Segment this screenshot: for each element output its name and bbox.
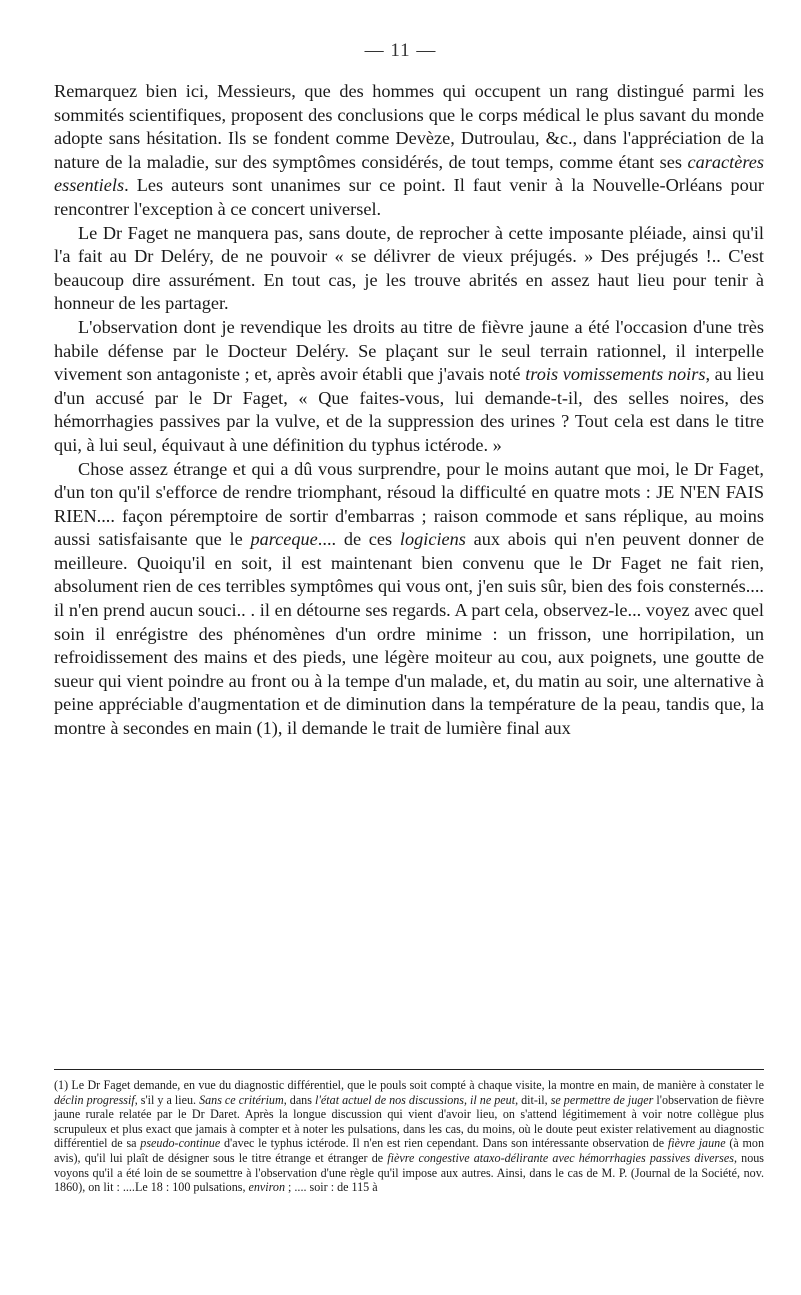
paragraph-1: Remarquez bien ici, Messieurs, que des hommes qui occupent un rang distingué parmi les sommités scientifiques, proposent des conclusions que le corps médical le plus savant du monde adopte sans hésitation. Ils se fondent comme Devèze, Dutroulau, &c., dans l'appréciation de la nature de la maladie, sur des symptômes considérés, de tout temps, comme étant ses caractères essentiels. Les auteurs sont unanimes sur ce point. Il faut venir à la Nouvelle-Orléans pour rencontrer l'exception à ce concert universel. bbox=[54, 81, 764, 219]
page-number: — 11 — bbox=[364, 40, 437, 61]
footnote-rule bbox=[54, 1069, 764, 1070]
footnote bbox=[54, 1078, 764, 1195]
paragraph-4: Chose assez étrange et qui a dû vous surprendre, pour le moins autant que moi, le Dr Faget, d'un ton qu'il s'efforce de rendre triomphant, résoud la difficulté en quatre mots : JE N'EN FAIS RIEN.... façon péremptoire de sortir d'embarras ; raison commode et sans réplique, au moins aussi satisfaisante que le parceque.... de ces logiciens aux abois qui n'en peuvent donner de meilleure. Quoiqu'il en soit, il est maintenant bien convenu que le Dr Faget ne fait rien, absolument rien de ces terribles symptômes qui vous ont, j'en suis sûr, bien des fois consternés.... il n'en prend aucun souci.. . il en détourne ses regards. A part cela, observez-le... voyez avec quel soin il enrégistre des phénomènes d'un ordre minime : un frisson, une horripilation, un refroidissement des mains et des pieds, une légère moiteur au cou, aux poignets, une goutte de sueur qui vient poindre au front ou à la tempe d'un malade, et, du matin au soir, une alternative à peine appréciable d'augmentation et de diminution dans la température de la peau, tandis que, la montre à secondes en main (1), il demande le trait de lumière final aux bbox=[54, 458, 764, 739]
body-text bbox=[54, 80, 764, 741]
paragraph-3: L'observation dont je revendique les droits au titre de fièvre jaune a été l'occasion d'une très habile défense par le Docteur Deléry. Se plaçant sur le seul terrain rationnel, il interpelle vivement son antagoniste ; et, après avoir établi que j'avais noté trois vomissements noirs, au lieu d'un accusé par le Dr Faget, « Que faites-vous, lui demande-t-il, des selles noires, des hémorrhagies passives par la vulve, et de la suppression des urines ? Tout cela est dans le titre qui, à lui seul, équivaut à une définition du typhus ictérode. » bbox=[54, 316, 765, 455]
paragraph-2: Le Dr Faget ne manquera pas, sans doute, de reprocher à cette imposante pléiade, ainsi qu'il l'a fait au Dr Deléry, de ne pouvoir « se délivrer de vieux préjugés. » Des préjugés !.. C'est beaucoup dire assurément. En tout cas, je les trouve abrités en assez haut lieu pour tenir à honneur de les partager. bbox=[54, 222, 764, 314]
footnote-text: (1) Le Dr Faget demande, en vue du diagnostic différentiel, que le pouls soit compté à chaque visite, la montre en main, de manière à constater le déclin progressif, s'il y a lieu. Sans ce critérium, dans l'état actuel de nos discussions, il ne peut, dit-il, se permettre de juger l'observation de fièvre jaune rurale relatée par le Dr Daret. Après la longue discussion qui vient d'avoir lieu, on s'attend légitimement à voir notre collègue plus scrupuleux et plus exact que jamais à compter et à noter les pulsations, dans les cas, du moins, où le doute peut exister relativement au diagnostic différentiel de sa pseudo-continue d'avec le typhus ictérode. Il n'en est rien cependant. Dans son intéressante observation de fièvre jaune (à mon avis), qu'il lui plaît de désigner sous le titre étrange et étranger de fièvre congestive ataxo-délirante avec hémorrhagies passives diverses, nous voyons qu'il a été loin de se soumettre à l'observation d'une règle qu'il impose aux autres. Ainsi, dans le cas de M. P. (Journal de la Société, nov. 1860), on lit : ....Le 18 : 100 pulsations, environ ; .... soir : de 115 à bbox=[54, 1078, 765, 1195]
